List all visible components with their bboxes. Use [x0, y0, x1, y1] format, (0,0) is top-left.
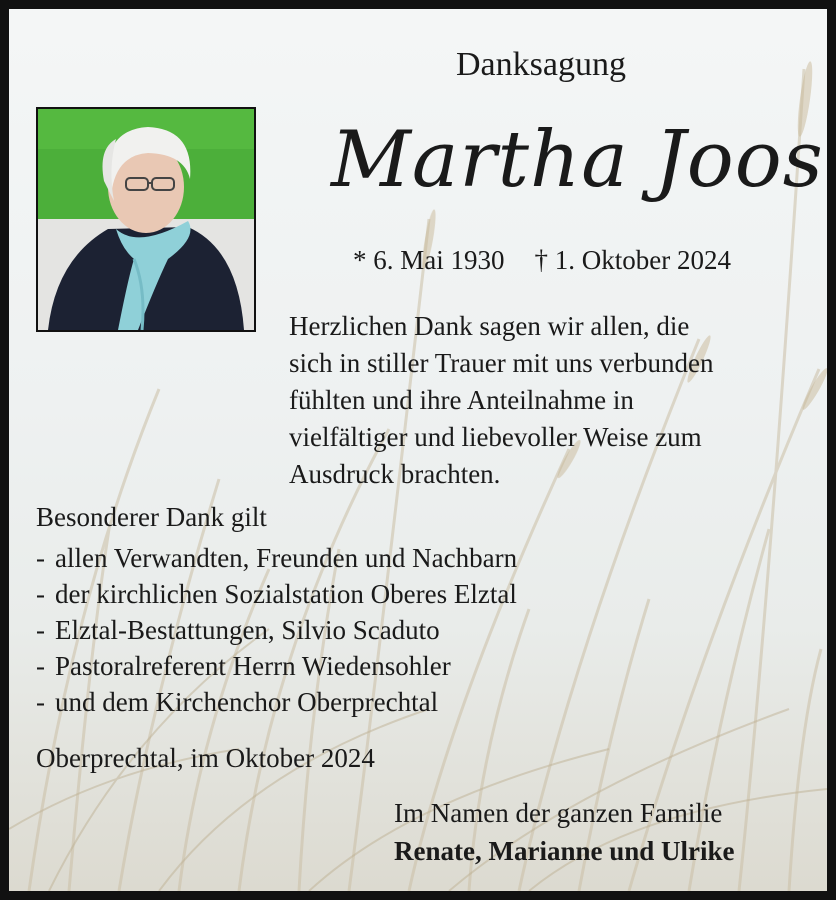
paragraph-line: Herzlichen Dank sagen wir allen, die	[289, 311, 690, 341]
list-item-text: der kirchlichen Sozialstation Oberes Elztal	[55, 579, 517, 609]
place-and-date: Oberprechtal, im Oktober 2024	[36, 743, 375, 773]
death-date: † 1. Oktober 2024	[534, 245, 731, 275]
list-item-text: und dem Kirchenchor Oberprechtal	[55, 687, 439, 717]
list-dash: -	[36, 579, 45, 609]
deceased-name: Martha Joos	[331, 115, 824, 205]
special-thanks-list	[36, 540, 517, 720]
thank-you-paragraph	[289, 308, 713, 493]
list-item	[36, 540, 517, 576]
list-item-text: allen Verwandten, Freunden und Nachbarn	[55, 543, 518, 573]
special-thanks-heading: Besonderer Dank gilt	[36, 502, 267, 532]
paragraph-line: vielfältiger und liebevoller Weise zum	[289, 422, 702, 452]
list-item	[36, 684, 517, 720]
list-dash: -	[36, 615, 45, 645]
life-dates	[353, 245, 731, 276]
list-dash: -	[36, 687, 45, 717]
list-dash: -	[36, 543, 45, 573]
paragraph-line: sich in stiller Trauer mit uns verbunden	[289, 348, 714, 378]
list-item	[36, 648, 517, 684]
notice-heading: Danksagung	[456, 46, 626, 83]
family-names: Renate, Marianne und Ulrike	[394, 836, 735, 866]
list-item-text: Elztal-Bestattungen, Silvio Scaduto	[55, 615, 440, 645]
birth-date: * 6. Mai 1930	[353, 245, 505, 275]
portrait-photo	[36, 107, 256, 332]
list-item	[36, 612, 517, 648]
list-item-text: Pastoralreferent Herrn Wiedensohler	[55, 651, 451, 681]
signature-line: Im Namen der ganzen Familie	[394, 798, 723, 828]
list-dash: -	[36, 651, 45, 681]
paragraph-line: fühlten und ihre Anteilnahme in	[289, 385, 634, 415]
paragraph-line: Ausdruck brachten.	[289, 459, 501, 489]
list-item	[36, 576, 517, 612]
